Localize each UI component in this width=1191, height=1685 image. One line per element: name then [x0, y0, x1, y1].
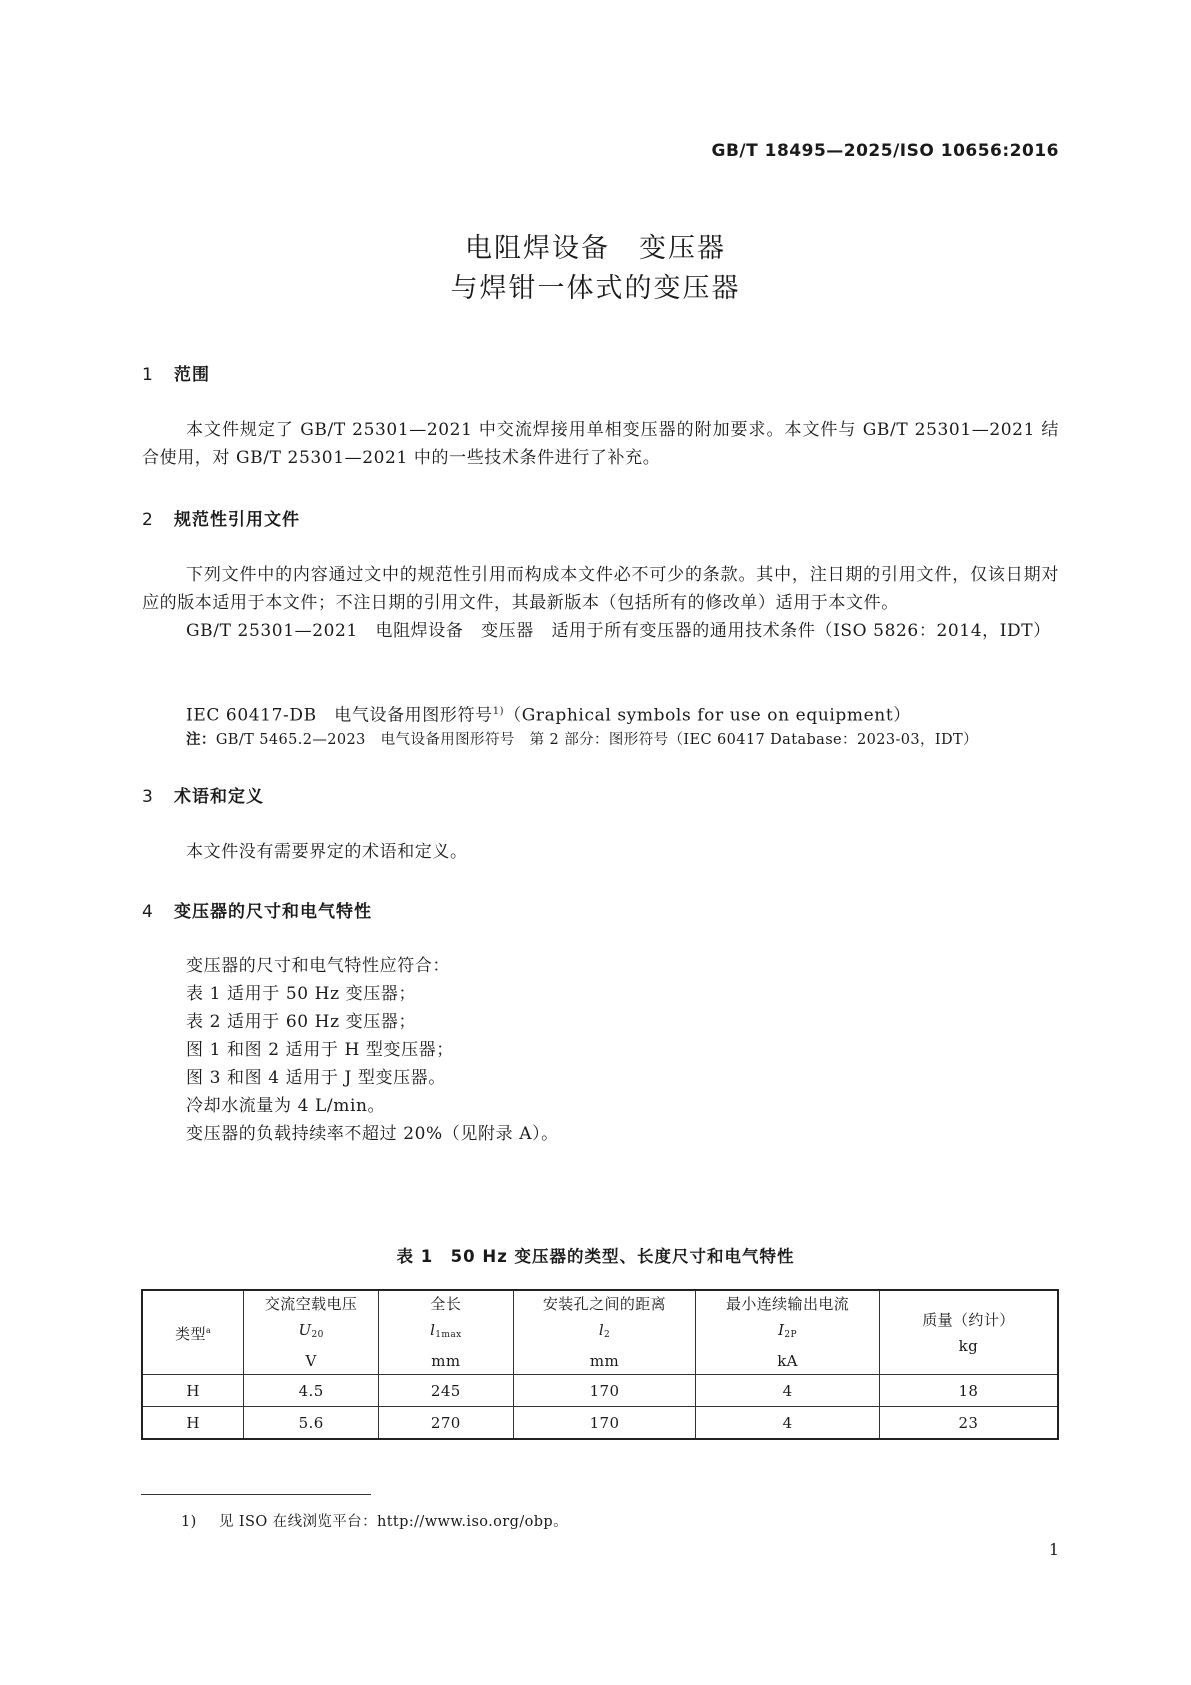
table-1 — [141, 1289, 1059, 1440]
note-text: GB/T 5465.2—2023 电气设备用图形符号 第 2 部分：图形符号（IEC 60417 Database：2023-03，IDT） — [215, 732, 979, 748]
section-title: 规范性引用文件 — [174, 510, 300, 530]
table-header-row — [142, 1290, 1058, 1375]
table-cell: 23 — [879, 1407, 1058, 1440]
table-row — [142, 1375, 1058, 1407]
section-title: 变压器的尺寸和电气特性 — [174, 902, 372, 922]
section-4-line: 图 3 和图 4 适用于 J 型变压器。 — [186, 1068, 446, 1088]
paragraph: 下列文件中的内容通过文中的规范性引用而构成本文件必不可少的条款。其中，注日期的引用文件，仅该日期对应的版本适用于本文件；不注日期的引用文件，其最新版本（包括所有的修改单）适用于本文件。 — [142, 565, 1059, 613]
reference-text: IEC 60417-DB 电气设备用图形符号 — [186, 705, 493, 726]
footnote-text: 见 ISO 在线浏览平台：http://www.iso.org/obp。 — [219, 1514, 569, 1530]
table-cell: 18 — [879, 1375, 1058, 1407]
header-type: 类型$^a$ — [142, 1290, 244, 1375]
footnote-marker: 1) — [492, 706, 505, 717]
table-cell: H — [142, 1375, 244, 1407]
section-4-line: 冷却水流量为 4 L/min。 — [186, 1096, 386, 1116]
section-4-heading — [142, 897, 372, 922]
section-1-heading — [142, 360, 210, 385]
footnote-rule — [141, 1494, 371, 1495]
section-4-line: 图 1 和图 2 适用于 H 型变压器； — [186, 1040, 454, 1060]
footnote-number: 1) — [181, 1514, 197, 1530]
section-3-heading — [142, 782, 264, 807]
section-title: 术语和定义 — [174, 787, 264, 807]
note-label: 注： — [186, 732, 216, 748]
header-no-load-voltage: 交流空载电压 $U_{20}$ V — [244, 1290, 379, 1375]
header-hole-distance: 安装孔之间的距离 $l_2$ mm — [513, 1290, 696, 1375]
table-cell: H — [142, 1407, 244, 1440]
reference-text-tail: （Graphical symbols for use on equipment） — [504, 705, 911, 726]
header-total-length: 全长 $l_{1max}$ mm — [378, 1290, 513, 1375]
header-mass: 质量（约计） kg — [879, 1290, 1058, 1375]
table-cell: 270 — [378, 1407, 513, 1440]
page-number: 1 — [1048, 1540, 1059, 1559]
table-cell: 170 — [513, 1375, 696, 1407]
section-2-heading — [142, 505, 300, 530]
section-4-line: 变压器的尺寸和电气特性应符合： — [186, 956, 450, 976]
section-4-line: 变压器的负载持续率不超过 20%（见附录 A）。 — [186, 1124, 559, 1144]
section-number: 2 — [142, 510, 154, 530]
section-1-body — [142, 416, 1059, 472]
document-title-line2: 与焊钳一体式的变压器 — [450, 273, 741, 304]
table-row — [142, 1407, 1058, 1440]
section-2-body — [142, 561, 1059, 645]
section-3-body: 本文件没有需要界定的术语和定义。 — [186, 842, 468, 862]
reference-item: GB/T 25301—2021 电阻焊设备 变压器 适用于所有变压器的通用技术条件（ISO 5826：2014，IDT） — [186, 621, 1051, 641]
section-number: 4 — [142, 902, 154, 922]
header-output-current: 最小连续输出电流 $I_{2P}$ kA — [696, 1290, 880, 1375]
section-4-line: 表 1 适用于 50 Hz 变压器； — [186, 984, 417, 1004]
standard-code: GB/T 18495—2025/ISO 10656:2016 — [711, 141, 1059, 161]
table-cell: 5.6 — [244, 1407, 379, 1440]
table-1-title: 表 1 50 Hz 变压器的类型、长度尺寸和电气特性 — [396, 1247, 795, 1266]
paragraph: 本文件规定了 GB/T 25301—2021 中交流焊接用单相变压器的附加要求。本文件与 GB/T 25301—2021 结合使用，对 GB/T 25301—2021 中的一些技术条件进行了补充。 — [142, 420, 1059, 468]
table-cell: 4.5 — [244, 1375, 379, 1407]
footnote — [181, 1510, 568, 1531]
reference-item — [186, 698, 911, 730]
section-4-line: 表 2 适用于 60 Hz 变压器； — [186, 1012, 417, 1032]
section-number: 1 — [142, 365, 154, 385]
note — [186, 728, 978, 749]
table-cell: 170 — [513, 1407, 696, 1440]
table-cell: 4 — [696, 1375, 880, 1407]
table-cell: 245 — [378, 1375, 513, 1407]
table-cell: 4 — [696, 1407, 880, 1440]
document-title-line1: 电阻焊设备 变压器 — [465, 233, 726, 264]
section-title: 范围 — [174, 365, 210, 385]
section-number: 3 — [142, 787, 154, 807]
